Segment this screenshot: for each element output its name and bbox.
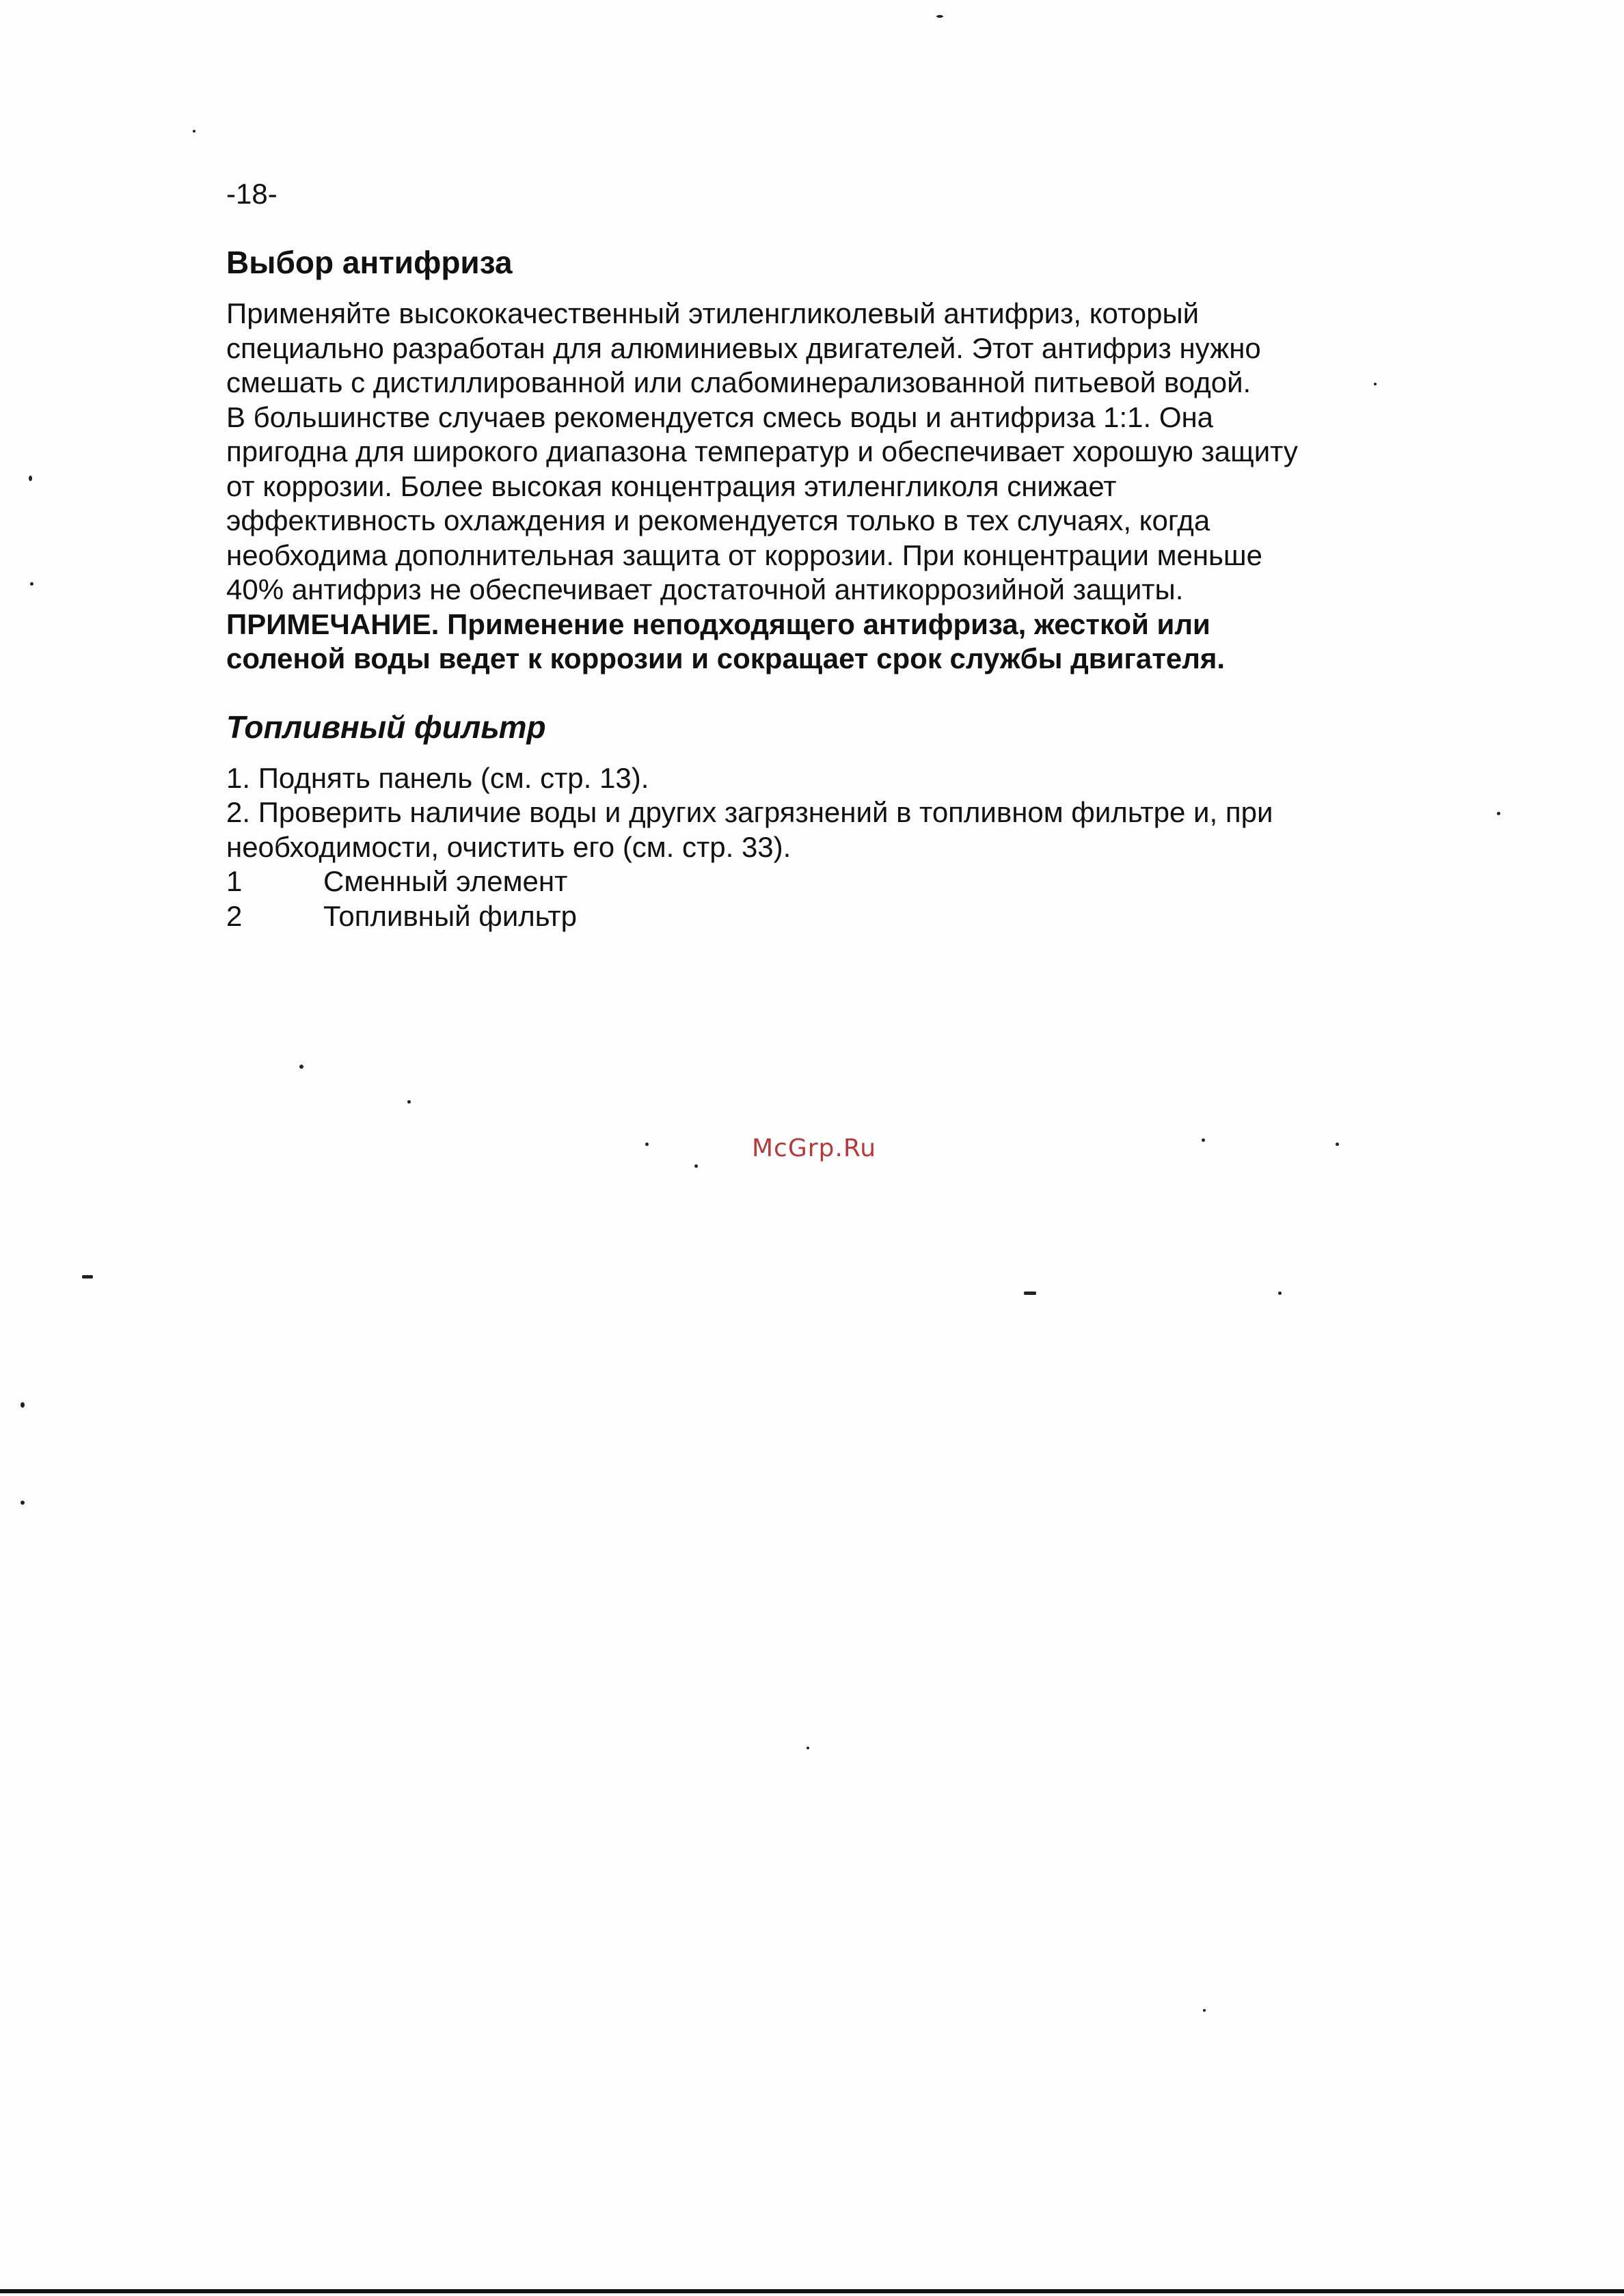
section-fuel-filter: [226, 708, 1402, 934]
scan-speck: [193, 130, 195, 133]
paragraph-line: эффективность охлаждения и рекомендуется только в тех случаях, когда: [226, 504, 1210, 536]
scan-speck: [1374, 383, 1377, 385]
paragraph-line: специально разработан для алюминиевых двигателей. Этот антифриз нужно: [226, 331, 1261, 364]
section-title-fuel-filter: Топливный фильтр: [226, 709, 546, 745]
page-content: [226, 243, 1402, 933]
paragraph-line: Применяйте высококачественный этиленгликолевый антифриз, который: [226, 297, 1200, 329]
scan-speck: [21, 1402, 25, 1408]
page-number: -18-: [226, 178, 278, 210]
paragraph-line: смешать с дистиллированной или слабоминерализованной питьевой водой.: [226, 366, 1251, 398]
note-line: соленой воды ведет к коррозии и сокращает срок службы двигателя.: [226, 642, 1226, 674]
paragraph-line: 40% антифриз не обеспечивает достаточной антикоррозийной защиты.: [226, 573, 1184, 605]
scan-speck: [1497, 812, 1500, 815]
legend-label: Топливный фильтр: [323, 899, 577, 932]
legend-row: [226, 899, 1402, 934]
scan-speck: [1278, 1292, 1282, 1295]
scan-speck: [936, 15, 943, 18]
paragraph-line: пригодна для широкого диапазона температур и обеспечивает хорошую защиту: [226, 435, 1298, 467]
antifreeze-paragraph: [226, 297, 1402, 607]
scan-speck: [82, 1275, 93, 1279]
legend-number: 1: [226, 865, 243, 897]
scan-speck: [1336, 1143, 1339, 1146]
page-bottom-border: [0, 2289, 1624, 2293]
section-title-antifreeze: Выбор антифриза: [226, 245, 513, 280]
scan-speck: [645, 1143, 649, 1146]
watermark: McGrp.Ru: [752, 1134, 877, 1162]
step-line: 1. Поднять панель (см. стр. 13).: [226, 761, 649, 794]
paragraph-line: от коррозии. Более высокая концентрация этиленгликоля снижает: [226, 469, 1117, 502]
scan-speck: [807, 1747, 809, 1749]
scan-speck: [407, 1100, 411, 1104]
scan-speck: [29, 476, 32, 481]
scan-speck: [694, 1164, 698, 1168]
step-line: 2. Проверить наличие воды и других загрязнений в топливном фильтре и, при: [226, 796, 1273, 828]
paragraph-line: В большинстве случаев рекомендуется смесь воды и антифриза 1:1. Она: [226, 400, 1214, 433]
scan-speck: [1024, 1292, 1036, 1295]
section-antifreeze: [226, 243, 1402, 676]
note-line: ПРИМЕЧАНИЕ. Применение неподходящего антифриза, жесткой или: [226, 607, 1210, 640]
legend-label: Сменный элемент: [323, 865, 568, 897]
scan-speck: [21, 1501, 25, 1505]
legend-number: 2: [226, 899, 243, 932]
scan-speck: [299, 1065, 303, 1069]
scan-speck: [30, 582, 33, 586]
antifreeze-note: [226, 607, 1402, 676]
step-line: необходимости, очистить его (см. стр. 33).: [226, 830, 791, 863]
paragraph-line: необходима дополнительная защита от коррозии. При концентрации меньше: [226, 538, 1262, 571]
scan-speck: [1203, 2009, 1206, 2012]
scan-speck: [1202, 1138, 1205, 1142]
legend-row: [226, 864, 1402, 899]
